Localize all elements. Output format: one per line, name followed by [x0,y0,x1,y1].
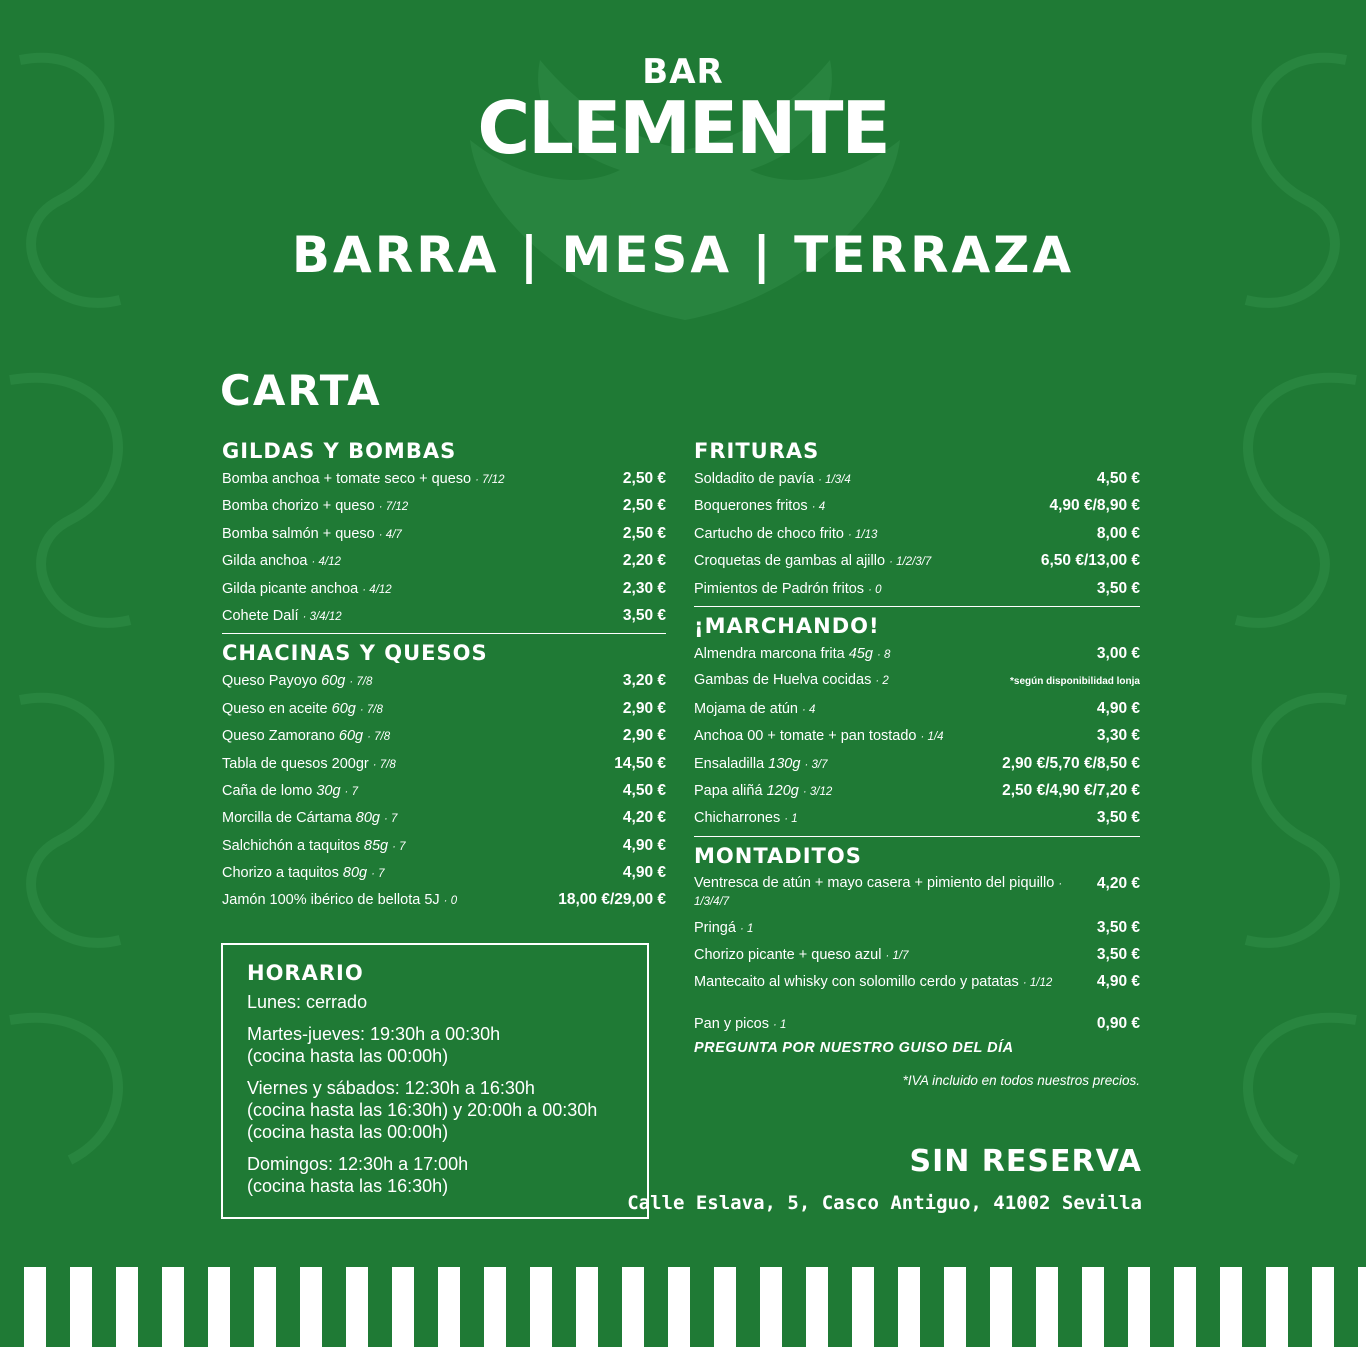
item-name-text: Soldadito de pavía [694,471,815,487]
menu-item [694,941,1140,968]
item-name [222,521,402,549]
menu-item [694,968,1140,995]
guiso-note: PREGUNTA POR NUESTRO GUISO DEL DÍA [694,1040,1014,1057]
item-price: 4,90 € [622,864,666,882]
menu-item [222,804,666,831]
item-name-text: Bomba chorizo + queso [222,498,375,515]
horario-block [247,1153,623,1197]
item-allergens: · 7 [392,840,406,853]
item-price: 2,50 € [622,497,666,515]
item-name-text: Jamón 100% ibérico de bellota 5J [222,892,440,909]
item-allergens: · 1 [773,1018,787,1031]
horario-box [221,943,649,1219]
item-name [694,778,832,806]
item-name [694,1011,786,1039]
item-allergens: · 1 [784,813,798,826]
item-allergens: · 7/8 [349,676,373,689]
item-price: 18,00 €/29,00 € [558,891,666,909]
item-name-text: Queso Zamorano [222,728,335,745]
carta-title: CARTA [220,366,382,415]
item-name-text: Mantecaito al whisky con solomillo cerdo y patatas [694,974,1019,991]
item-allergens: · 3/12 [802,785,833,798]
item-name-text: Pan y picos [694,1015,769,1032]
horario-title: HORARIO [247,961,364,985]
item-allergens: · 1/12 [1022,977,1053,990]
item-name-text: Gilda picante anchoa [222,580,359,597]
item-name-text: Chorizo picante + queso azul [694,947,882,964]
item-price: 2,50 € [622,470,666,487]
menu-item [222,602,666,629]
item-price: 3,20 € [622,672,666,690]
item-quantity: 85g [363,837,389,854]
item-price: 3,50 € [622,606,666,624]
item-allergens: · 7/12 [475,474,505,486]
horario-line: (cocina hasta las 00:00h) [247,1046,449,1066]
item-allergens: · 7/8 [359,703,383,716]
item-price: 3,50 € [1096,579,1140,597]
item-price: 4,90 € [1096,699,1140,717]
item-price: 3,50 € [1096,809,1140,827]
item-name [222,466,505,494]
item-allergens: · 4/12 [311,556,341,569]
horario-blocks [247,991,623,1197]
item-quantity: 80g [342,865,368,882]
item-price: 14,50 € [614,754,666,772]
item-name-text: Pringá [694,919,736,936]
item-quantity: 60g [331,700,356,717]
item-name [222,805,397,833]
item-name-text: Gambas de Huelva cocidas [694,672,872,689]
menu-item [222,859,666,886]
item-allergens: · 3/7 [804,758,828,771]
menu-item [222,575,666,602]
item-name [222,751,396,779]
menu-item [694,722,1140,749]
horario-line: Lunes: cerrado [247,992,368,1012]
menu-item [694,750,1140,777]
item-name [222,603,342,631]
item-price: 2,50 € [622,524,666,542]
item-price: 4,90 € [1096,973,1140,991]
menu-item [222,547,666,574]
item-allergens: · 1/13 [847,528,878,541]
item-name [694,493,825,521]
menu-item [694,870,1140,914]
horario-line: Viernes y sábados: 12:30h a 16:30h [247,1078,535,1098]
item-allergens: · 7/8 [372,758,396,771]
menu-item [222,520,666,547]
item-price: 4,20 € [1096,874,1140,892]
brand-bar-label: BAR [642,52,724,92]
item-price: 6,50 €/13,00 € [1040,552,1140,570]
section-divider [222,633,666,634]
section-divider [694,606,1140,607]
azulejo-ornament-left [0,0,160,1230]
menu-item-pan-y-picos [694,1010,1140,1037]
item-allergens: · 7 [384,813,398,826]
item-name [694,696,815,724]
item-name-text: Queso Payoyo [222,673,318,690]
item-name [222,860,385,888]
item-price: 2,50 €/4,90 €/7,20 € [1002,781,1140,799]
item-name [222,493,408,521]
menu-item [694,667,1140,694]
item-price: 2,90 € [622,727,666,745]
item-name [694,723,944,751]
item-allergens: · 4/7 [378,528,402,541]
item-name-text: Papa aliñá [694,782,763,799]
menu-item [694,804,1140,831]
item-name-text: Morcilla de Cártama [222,810,352,827]
item-price: 2,20 € [622,552,666,570]
item-name-text: Anchoa 00 + tomate + pan tostado [694,728,917,745]
item-allergens: · 3/4/12 [302,610,342,623]
item-name [694,915,753,943]
menu-item [222,667,666,694]
horario-line: (cocina hasta las 16:30h) [247,1176,449,1196]
section-divider [694,836,1140,837]
item-name [222,833,406,861]
item-name [694,576,882,604]
menu-item [694,492,1140,519]
item-name [694,805,798,833]
address: Calle Eslava, 5, Casco Antiguo, 41002 Sevilla [627,1192,1142,1214]
item-price: 4,90 €/8,90 € [1049,497,1140,515]
menu-column-left [222,438,666,914]
menu-item [694,575,1140,602]
item-price: 3,50 € [1096,946,1140,964]
item-name [694,521,877,549]
menu-item [694,777,1140,804]
item-name-text: Tabla de quesos 200gr [222,755,369,772]
menu-item [694,547,1140,574]
item-name [694,667,889,695]
item-name [222,576,392,604]
item-allergens: · 4 [811,501,826,514]
horario-line: (cocina hasta las 16:30h) y 20:00h a 00:30h [247,1100,598,1120]
item-price: 8,00 € [1096,524,1140,542]
item-allergens: · 4 [802,703,816,716]
item-price: 2,90 €/5,70 €/8,50 € [1002,754,1140,772]
item-name-text: Chicharrones [694,810,781,827]
item-name [694,942,908,970]
item-price: 3,30 € [1096,727,1140,745]
item-name-text: Mojama de atún [694,700,798,717]
horario-block [247,1077,623,1143]
item-allergens: · 8 [876,648,891,661]
item-price: 3,00 € [1096,644,1140,662]
item-quantity: 120g [766,782,799,799]
item-name-text: Ventresca de atún + mayo casera + pimiento del piquillo [694,874,1055,891]
item-price: 2,30 € [622,579,666,597]
menu-item [222,722,666,749]
item-name [694,548,931,576]
menu-item [694,520,1140,547]
item-allergens: · 7/8 [367,731,391,744]
section-title: FRITURAS [694,439,820,463]
item-name [222,548,341,576]
item-name [694,969,1052,997]
spacer [694,996,1140,1010]
item-price: 4,50 € [622,781,666,799]
item-name [222,696,383,724]
item-allergens: · 7 [344,785,358,798]
menu-item [222,886,666,913]
item-name-text: Caña de lomo [222,782,313,799]
item-price: *según disponibilidad lonja [1009,676,1140,688]
item-allergens: · 7 [371,868,385,881]
striped-footer-band [0,1267,1366,1347]
item-name [694,751,827,779]
horario-block [247,1023,623,1067]
brand-name-logo: CLEMENTE [477,86,889,170]
menu-item [694,914,1140,941]
item-name [694,875,1074,911]
item-price: 2,90 € [622,699,666,717]
menu-item [222,777,666,804]
item-quantity: 60g [321,673,346,690]
azulejo-ornament-right [1206,0,1366,1230]
item-price: 4,50 € [1096,470,1140,487]
item-name-text: Cohete Dalí [222,607,299,624]
item-price: 4,20 € [622,809,666,827]
menu-column-right [694,438,1140,1088]
horario-block [247,991,623,1013]
menu-item [222,492,666,519]
item-allergens: · 0 [868,583,882,596]
item-name-text: Bomba anchoa + tomate seco + queso [222,471,472,487]
item-name [694,641,890,669]
item-price: 0,90 € [1096,1014,1140,1032]
item-allergens: · 1/3/4 [818,474,851,486]
horario-line: Martes-jueves: 19:30h a 00:30h [247,1024,501,1044]
item-name-text: Boquerones fritos [694,498,808,515]
item-name [222,887,457,915]
section-title: CHACINAS Y QUESOS [222,641,488,666]
sin-reserva-label: SIN RESERVA [909,1144,1142,1179]
item-name [222,668,372,696]
section-title: ¡MARCHANDO! [694,613,880,638]
item-quantity: 60g [338,728,364,745]
menu-item [222,695,666,722]
item-name-text: Cartucho de choco frito [694,525,844,542]
menu-item [222,750,666,777]
item-name [694,466,851,494]
iva-note: *IVA incluido en todos nuestros precios. [902,1073,1140,1089]
item-quantity: 45g [848,645,873,662]
item-name-text: Ensaladilla [694,755,765,772]
item-quantity: 130g [768,755,801,772]
tagline: BARRA | MESA | TERRAZA [291,226,1075,284]
item-name-text: Salchichón a taquitos [222,837,360,854]
menu-item [222,832,666,859]
menu-item [694,695,1140,722]
menu-item [222,465,666,492]
item-allergens: · 0 [443,895,458,908]
section-title: GILDAS Y BOMBAS [222,439,457,463]
menu-item [694,465,1140,492]
item-allergens: · 7/12 [378,501,409,514]
item-quantity: 30g [316,782,341,799]
horario-line: (cocina hasta las 00:00h) [247,1122,449,1142]
item-name-text: Almendra marcona frita [694,645,845,662]
item-name-text: Queso en aceite [222,700,328,717]
item-name [222,778,358,806]
menu-item [694,640,1140,667]
item-price: 3,50 € [1096,918,1140,936]
horario-line: Domingos: 12:30h a 17:00h [247,1154,469,1174]
item-name-text: Gilda anchoa [222,553,308,570]
item-allergens: · 4/12 [362,583,392,596]
item-name [222,723,390,751]
item-price: 4,90 € [622,836,666,854]
item-allergens: · 1/7 [885,950,909,963]
item-name-text: Croquetas de gambas al ajillo [694,553,886,570]
item-name-text: Chorizo a taquitos [222,865,339,882]
item-allergens: · 1/4 [920,731,944,744]
section-title: MONTADITOS [694,843,862,868]
item-name-text: Pimientos de Padrón fritos [694,580,865,597]
item-allergens: · 1 [739,922,754,935]
item-name-text: Bomba salmón + queso [222,525,375,542]
item-quantity: 80g [355,810,380,827]
item-allergens: · 2 [875,675,889,688]
item-allergens: · 1/3/4/7 [694,877,1063,908]
item-allergens: · 1/2/3/7 [889,556,932,569]
